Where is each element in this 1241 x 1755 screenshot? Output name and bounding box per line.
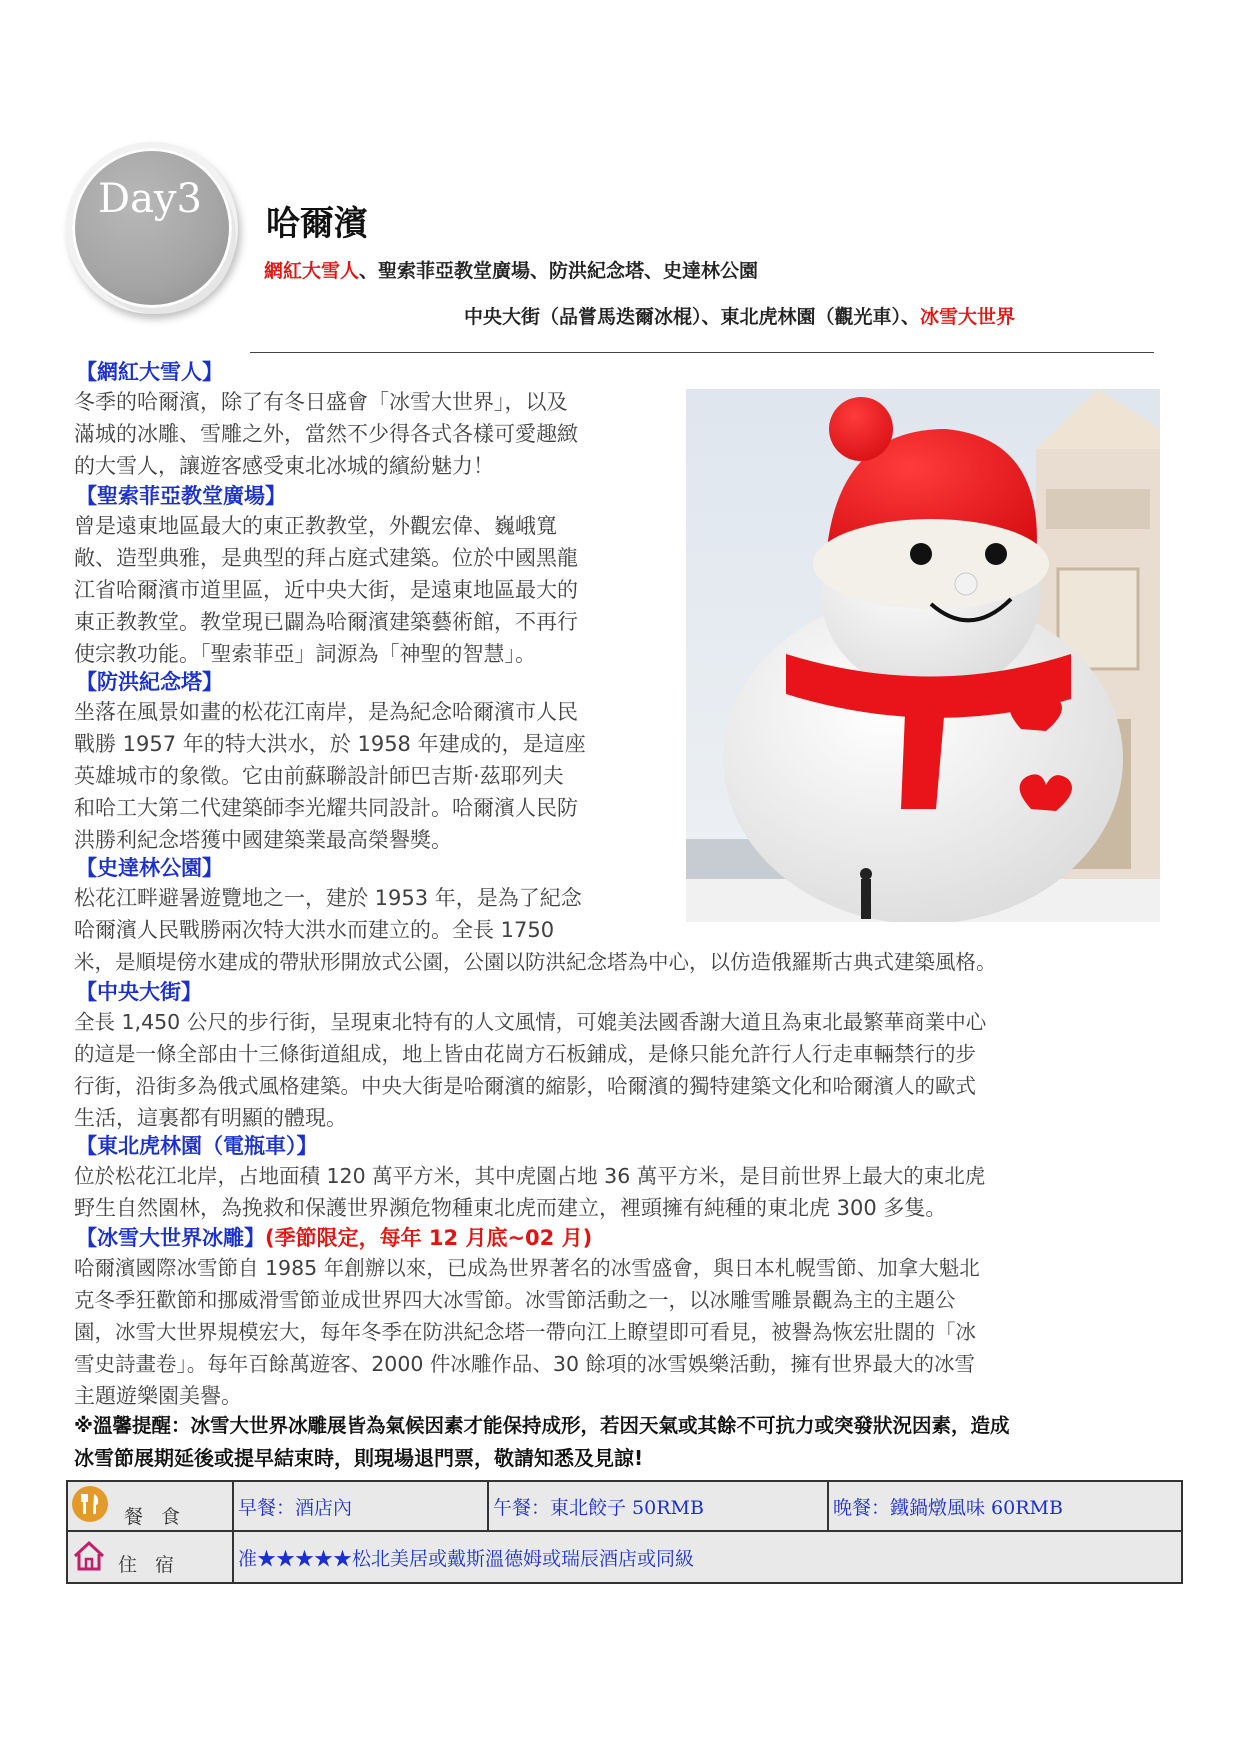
meals-label: 餐 食 bbox=[124, 1506, 187, 1528]
header-divider bbox=[250, 352, 1154, 353]
warning-line: ※溫馨提醒：冰雪大世界冰雕展皆為氣候因素才能保持成形，若因天氣或其餘不可抗力或突發狀況因素，造成 bbox=[74, 1414, 1010, 1437]
snowman-illustration bbox=[686, 389, 1160, 922]
lunch-cell: 午餐：東北餃子 50RMB bbox=[488, 1481, 828, 1531]
warning-line: 冰雪節展期延後或提早結束時，則現場退門票，敬請知悉及見諒! bbox=[74, 1446, 644, 1470]
text-line: 園，冰雪大世界規模宏大，每年冬季在防洪紀念塔一帶向江上瞭望即可看見，被譽為恢宏壯闊的「冰 bbox=[74, 1320, 976, 1344]
dinner-cell: 晚餐：鐵鍋燉風味 60RMB bbox=[828, 1481, 1182, 1531]
text-line: 雪史詩畫卷」。每年百餘萬遊客、2000 件冰雕作品、30 餘項的冰雪娛樂活動，擁有世界最大的冰雪 bbox=[74, 1352, 976, 1376]
text-line: 東正教教堂。教堂現已闢為哈爾濱建築藝術館，不再行 bbox=[74, 610, 578, 634]
meals-row bbox=[67, 1481, 1182, 1531]
text-line: 米，是順堤傍水建成的帶狀形開放式公園，公園以防洪紀念塔為中心，以仿造俄羅斯古典式建築風格。 bbox=[74, 950, 997, 974]
section-body-tiger-park bbox=[74, 1160, 1184, 1224]
lodging-value-cell: 准★★★★★松北美居或戴斯溫德姆或瑞辰酒店或同級 bbox=[233, 1531, 1182, 1583]
lodging-label: 住 宿 bbox=[118, 1554, 181, 1576]
text-line: 滿城的冰雕、雪雕之外，當然不少得各式各樣可愛趣緻 bbox=[74, 422, 578, 446]
ice-world-season-note: (季節限定，每年 12 月底~02 月) bbox=[265, 1226, 593, 1250]
text-line: 敞、造型典雅，是典型的拜占庭式建築。位於中國黑龍 bbox=[74, 546, 578, 570]
meals-lodging-table bbox=[66, 1480, 1183, 1584]
fork-knife-icon bbox=[72, 1486, 108, 1522]
section-title-ice-world bbox=[76, 1222, 592, 1252]
text-line: 野生自然園林，為挽救和保護世界瀕危物種東北虎而建立，裡頭擁有純種的東北虎 300 多隻。 bbox=[74, 1196, 947, 1220]
section-body-flood-tower bbox=[74, 696, 586, 856]
text-line: 哈爾濱國際冰雪節自 1985 年創辦以來，已成為世界著名的冰雪盛會，與日本札幌雪節、加拿大魁北 bbox=[74, 1256, 980, 1280]
text-line: 英雄城市的象徵。它由前蘇聯設計師巴吉斯·茲耶列夫 bbox=[74, 764, 564, 788]
text-line: 的大雪人，讓遊客感受東北冰城的繽紛魅力！ bbox=[74, 454, 494, 478]
itinerary-highlight-2: 冰雪大世界 bbox=[920, 306, 1016, 328]
text-line: 坐落在風景如畫的松花江南岸，是為紀念哈爾濱市人民 bbox=[74, 700, 578, 724]
itinerary-rest-1: 、聖索菲亞教堂廣場、防洪紀念塔、史達林公園 bbox=[359, 260, 759, 282]
breakfast-cell: 早餐：酒店內 bbox=[233, 1481, 488, 1531]
section-body-stalin-park bbox=[74, 882, 1184, 978]
text-line: 克冬季狂歡節和挪威滑雪節並成世界四大冰雪節。冰雪節活動之一，以冰雕雪雕景觀為主的主題公 bbox=[74, 1288, 956, 1312]
city-title: 哈爾濱 bbox=[266, 204, 368, 244]
text-line: 哈爾濱人民戰勝兩次特大洪水而建立的。全長 1750 bbox=[74, 918, 555, 942]
section-title-stalin-park: 【史達林公園】 bbox=[76, 856, 223, 880]
itinerary-line-2 bbox=[464, 302, 1015, 329]
section-body-central-street bbox=[74, 1006, 1184, 1134]
text-line: 使宗教功能。「聖索菲亞」詞源為「神聖的智慧」。 bbox=[74, 642, 536, 666]
text-line: 行街，沿街多為俄式風格建築。中央大街是哈爾濱的縮影，哈爾濱的獨特建築文化和哈爾濱人的歐式 bbox=[74, 1074, 976, 1098]
itinerary-highlight-1: 網紅大雪人 bbox=[264, 260, 360, 282]
lodging-row bbox=[67, 1531, 1182, 1583]
itinerary-line-1 bbox=[264, 256, 758, 283]
day-badge bbox=[72, 148, 232, 308]
section-body-ice-world bbox=[74, 1252, 1184, 1412]
section-title-flood-tower: 【防洪紀念塔】 bbox=[76, 670, 223, 694]
text-line: 位於松花江北岸，占地面積 120 萬平方米，其中虎園占地 36 萬平方米，是目前世界上最大的東北虎 bbox=[74, 1164, 986, 1188]
text-line: 全長 1,450 公尺的步行街，呈現東北特有的人文風情，可媲美法國香謝大道且為東北最繁華商業中心 bbox=[74, 1010, 987, 1034]
snowman-photo bbox=[686, 389, 1160, 922]
meals-label-cell bbox=[67, 1481, 233, 1531]
text-line: 洪勝利紀念塔獲中國建築業最高榮譽獎。 bbox=[74, 828, 452, 852]
text-line: 戰勝 1957 年的特大洪水，於 1958 年建成的，是這座 bbox=[74, 732, 586, 756]
section-title-tiger-park: 【東北虎林園（電瓶車）】 bbox=[76, 1134, 318, 1158]
itinerary-rest-2: 中央大街（品嘗馬迭爾冰棍）、東北虎林園（觀光車）、 bbox=[464, 306, 921, 328]
text-line: 松花江畔避暑遊覽地之一，建於 1953 年，是為了紀念 bbox=[74, 886, 582, 910]
ice-world-title: 【冰雪大世界冰雕】 bbox=[76, 1226, 265, 1250]
text-line: 主題遊樂園美譽。 bbox=[74, 1384, 242, 1408]
section-title-sophia: 【聖索菲亞教堂廣場】 bbox=[76, 484, 286, 508]
text-line: 冬季的哈爾濱，除了有冬日盛會「冰雪大世界」，以及 bbox=[74, 390, 568, 414]
section-title-snowman: 【網紅大雪人】 bbox=[76, 360, 223, 384]
text-line: 生活，這裏都有明顯的體現。 bbox=[74, 1106, 347, 1130]
section-body-sophia bbox=[74, 510, 578, 670]
text-line: 和哈工大第二代建築師李光耀共同設計。哈爾濱人民防 bbox=[74, 796, 578, 820]
lodging-label-cell bbox=[67, 1531, 233, 1583]
text-line: 的這是一條全部由十三條街道組成，地上皆由花崗方石板鋪成，是條只能允許行人行走車輛禁行的步 bbox=[74, 1042, 976, 1066]
section-title-central-street: 【中央大街】 bbox=[76, 980, 202, 1004]
house-icon bbox=[72, 1540, 106, 1577]
day-label: Day3 bbox=[98, 176, 202, 222]
warm-reminder bbox=[74, 1410, 1174, 1474]
section-body-snowman bbox=[74, 386, 578, 482]
text-line: 江省哈爾濱市道里區，近中央大街，是遠東地區最大的 bbox=[74, 578, 578, 602]
text-line: 曾是遠東地區最大的東正教教堂，外觀宏偉、巍峨寬 bbox=[74, 514, 557, 538]
